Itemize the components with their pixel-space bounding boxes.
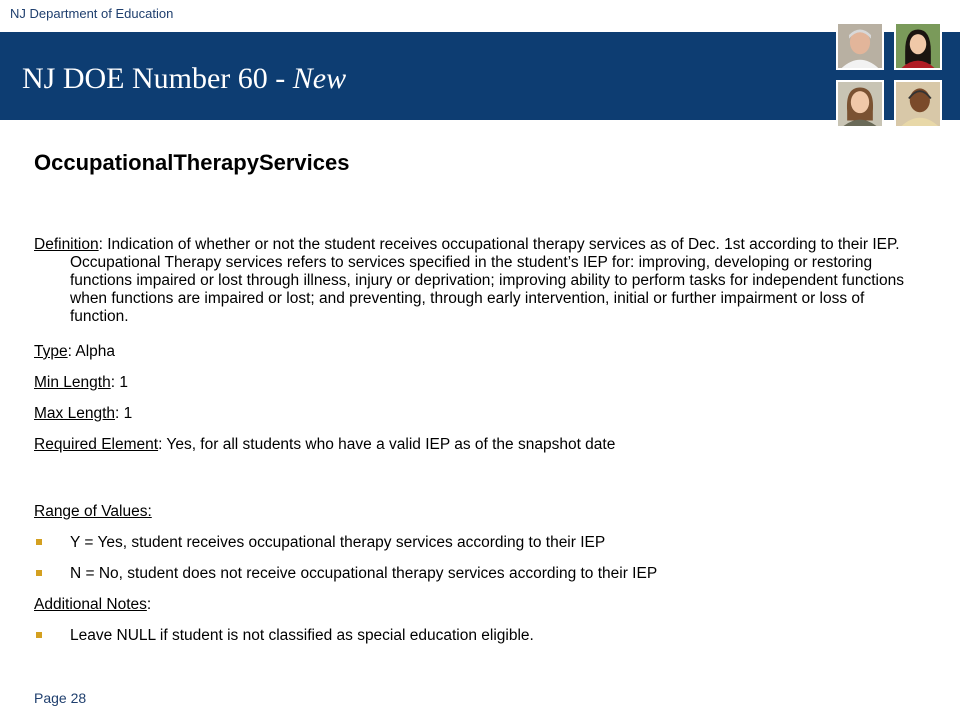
bullet-icon <box>36 570 42 576</box>
range-label: Range of Values: <box>34 503 152 520</box>
photo-man-headset <box>894 80 942 128</box>
note-item <box>34 627 924 645</box>
portrait-icon <box>838 24 882 68</box>
element-name: OccupationalTherapyServices <box>34 150 350 175</box>
required-value: : Yes, for all students who have a valid IEP as of the snapshot date <box>158 436 616 453</box>
type-row <box>34 343 924 361</box>
page-number: Page 28 <box>34 690 87 706</box>
notes-label: Additional Notes <box>34 596 147 613</box>
bullet-icon <box>36 539 42 545</box>
notes-suffix: : <box>146 596 152 613</box>
range-label-row <box>34 503 924 521</box>
photo-man-gray-hair <box>836 22 884 70</box>
range-value-yes: Y = Yes, student receives occupational therapy services according to their IEP <box>70 534 606 551</box>
note-text: Leave NULL if student is not classified as special education eligible. <box>70 627 534 644</box>
photo-woman-brown-hair <box>836 80 884 128</box>
definition-label: Definition <box>34 236 99 253</box>
max-length-row <box>34 405 924 423</box>
definition-text: : Indication of whether or not the student receives occupational therapy services as of Dec. 1st according to their IEP. Occupational Therapy services refers to services specified in the student’s IEP for: improving, developing or restoring functions impaired or lost through illness, injury or deprivation; improving ability to perform tasks for independent functions when functions are impaired or lost; and preventing, through early intervention, initial or further impairment or loss of function. <box>70 236 904 325</box>
org-name: NJ Department of Education <box>10 6 174 21</box>
notes-label-row <box>34 596 924 614</box>
max-length-label: Max Length <box>34 405 115 422</box>
page-title <box>22 62 346 96</box>
portrait-icon <box>838 82 882 126</box>
range-value-no: N = No, student does not receive occupational therapy services according to their IEP <box>70 565 658 582</box>
photo-woman-black-hair <box>894 22 942 70</box>
title-italic: New <box>292 62 347 95</box>
required-label: Required Element <box>34 436 159 453</box>
required-row <box>34 436 924 454</box>
title-main: NJ DOE Number 60 - <box>22 62 293 95</box>
max-length-value: : 1 <box>115 405 133 422</box>
type-label: Type <box>34 343 68 360</box>
range-value-item <box>34 534 924 552</box>
definition <box>34 236 924 326</box>
min-length-value: : 1 <box>110 374 128 391</box>
min-length-row <box>34 374 924 392</box>
range-value-item <box>34 565 924 583</box>
min-length-label: Min Length <box>34 374 111 391</box>
element-details <box>34 236 924 645</box>
portrait-icon <box>896 82 940 126</box>
type-value: : Alpha <box>67 343 116 360</box>
portrait-icon <box>896 24 940 68</box>
bullet-icon <box>36 632 42 638</box>
